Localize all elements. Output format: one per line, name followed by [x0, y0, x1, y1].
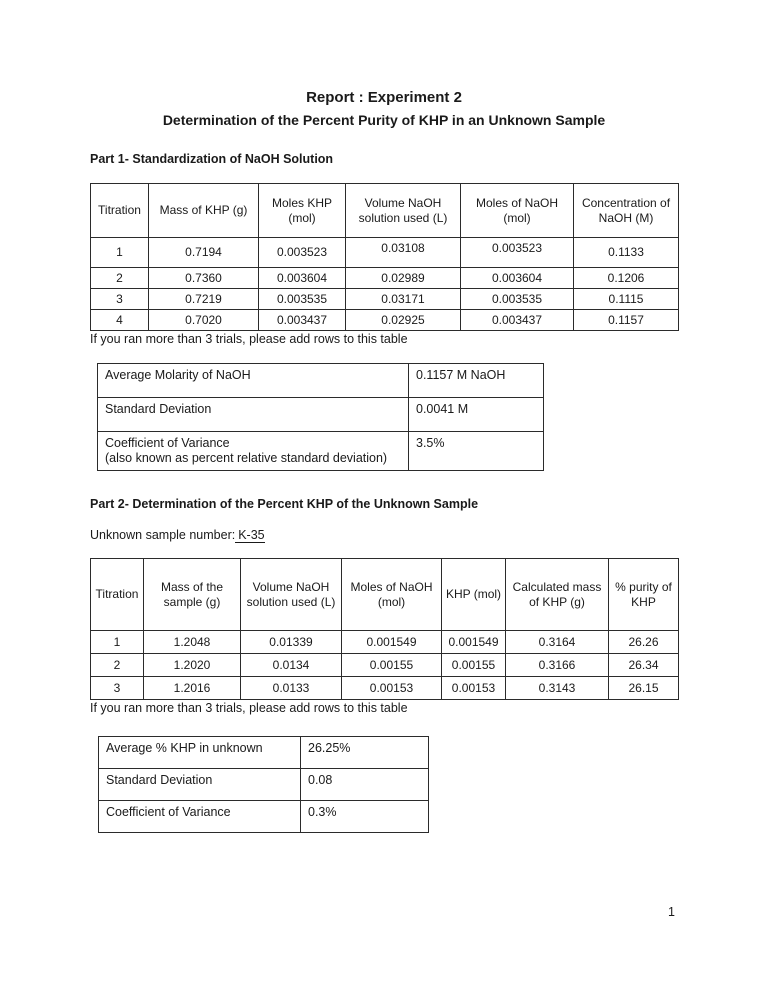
- summary-label: [98, 432, 409, 471]
- table-header-row: [91, 559, 679, 631]
- data-cell: 0.003437: [461, 310, 574, 331]
- summary-value: 26.25%: [301, 737, 429, 769]
- summary-value: 0.0041 M: [409, 398, 544, 432]
- data-cell: 1: [91, 238, 149, 268]
- data-cell: 0.3143: [506, 677, 609, 700]
- data-cell: 0.03108: [346, 238, 461, 268]
- header-cell: Mass of the sample (g): [144, 559, 241, 631]
- table-row: [91, 310, 679, 331]
- part1-standardization-table: [90, 183, 679, 331]
- data-cell: 4: [91, 310, 149, 331]
- table-row: [91, 238, 679, 268]
- data-cell: 0.01339: [241, 631, 342, 654]
- part2-heading: Part 2- Determination of the Percent KHP of the Unknown Sample: [90, 497, 479, 511]
- summary-value: 3.5%: [409, 432, 544, 471]
- table-row: [91, 631, 679, 654]
- header-cell: Titration: [91, 559, 144, 631]
- part1-summary-table: [97, 363, 544, 471]
- data-cell: 0.00155: [442, 654, 506, 677]
- data-cell: 0.003535: [461, 289, 574, 310]
- header-cell: % purity of KHP: [609, 559, 679, 631]
- data-cell: 0.00155: [342, 654, 442, 677]
- header-cell: Titration: [91, 184, 149, 238]
- data-cell: 0.02925: [346, 310, 461, 331]
- data-cell: 0.003604: [259, 268, 346, 289]
- data-cell: 0.7219: [149, 289, 259, 310]
- report-subtitle: Determination of the Percent Purity of KHP in an Unknown Sample: [162, 112, 606, 128]
- data-cell: 3: [91, 289, 149, 310]
- part1-heading: Part 1- Standardization of NaOH Solution: [90, 152, 334, 166]
- page-number: 1: [668, 905, 675, 919]
- header-cell: Volume NaOH solution used (L): [241, 559, 342, 631]
- summary-label: Average % KHP in unknown: [99, 737, 301, 769]
- data-cell: 0.03171: [346, 289, 461, 310]
- header-cell: Volume NaOH solution used (L): [346, 184, 461, 238]
- data-cell: 0.001549: [342, 631, 442, 654]
- data-cell: 26.26: [609, 631, 679, 654]
- data-cell: 0.003437: [259, 310, 346, 331]
- header-cell: Moles of NaOH (mol): [342, 559, 442, 631]
- data-cell: 2: [91, 268, 149, 289]
- data-cell: 2: [91, 654, 144, 677]
- data-cell: 0.00153: [342, 677, 442, 700]
- table-row: [91, 654, 679, 677]
- table-row: [91, 289, 679, 310]
- data-cell: 0.1157: [574, 310, 679, 331]
- data-cell: 0.0134: [241, 654, 342, 677]
- title-block: [0, 90, 768, 128]
- table-row: [99, 769, 429, 801]
- sample-number-value: K-35: [235, 528, 264, 543]
- data-cell: 26.34: [609, 654, 679, 677]
- sample-number-line: [90, 528, 265, 542]
- part2-summary-table: [98, 736, 429, 833]
- table-row: [98, 432, 544, 471]
- table-row: [98, 364, 544, 398]
- data-cell: 0.003523: [259, 238, 346, 268]
- data-cell: 0.7360: [149, 268, 259, 289]
- data-cell: 0.3166: [506, 654, 609, 677]
- header-cell: Moles KHP (mol): [259, 184, 346, 238]
- table-row: [98, 398, 544, 432]
- data-cell: 0.00153: [442, 677, 506, 700]
- data-cell: 0.0133: [241, 677, 342, 700]
- data-cell: 26.15: [609, 677, 679, 700]
- summary-value: 0.3%: [301, 801, 429, 833]
- data-cell: 0.1133: [574, 238, 679, 268]
- data-cell: 0.7020: [149, 310, 259, 331]
- table-header-row: [91, 184, 679, 238]
- data-cell: 1.2016: [144, 677, 241, 700]
- table-row: [91, 677, 679, 700]
- summary-label: Coefficient of Variance: [99, 801, 301, 833]
- table-row: [91, 268, 679, 289]
- part1-note: If you ran more than 3 trials, please add rows to this table: [90, 332, 408, 346]
- data-cell: 0.02989: [346, 268, 461, 289]
- summary-value: 0.08: [301, 769, 429, 801]
- header-cell: Concentration of NaOH (M): [574, 184, 679, 238]
- header-cell: Mass of KHP (g): [149, 184, 259, 238]
- header-cell: Moles of NaOH (mol): [461, 184, 574, 238]
- data-cell: 0.003604: [461, 268, 574, 289]
- report-title: Report : Experiment 2: [306, 89, 462, 106]
- summary-label: Standard Deviation: [99, 769, 301, 801]
- data-cell: 1.2048: [144, 631, 241, 654]
- data-cell: 0.003523: [461, 238, 574, 268]
- summary-value: 0.1157 M NaOH: [409, 364, 544, 398]
- data-cell: 3: [91, 677, 144, 700]
- data-cell: 0.003535: [259, 289, 346, 310]
- table-row: [99, 801, 429, 833]
- part2-titration-table: [90, 558, 679, 700]
- data-cell: 0.1206: [574, 268, 679, 289]
- data-cell: 0.1115: [574, 289, 679, 310]
- table-row: [99, 737, 429, 769]
- part2-note: If you ran more than 3 trials, please add rows to this table: [90, 701, 408, 715]
- summary-label: Average Molarity of NaOH: [98, 364, 409, 398]
- data-cell: 1: [91, 631, 144, 654]
- data-cell: 0.001549: [442, 631, 506, 654]
- summary-label: Standard Deviation: [98, 398, 409, 432]
- data-cell: 0.3164: [506, 631, 609, 654]
- summary-label-line2: (also known as percent relative standard deviation): [105, 451, 388, 465]
- data-cell: 1.2020: [144, 654, 241, 677]
- sample-number-label: Unknown sample number:: [90, 528, 236, 542]
- header-cell: KHP (mol): [442, 559, 506, 631]
- summary-label-line1: Coefficient of Variance: [105, 436, 230, 450]
- data-cell: 0.7194: [149, 238, 259, 268]
- header-cell: Calculated mass of KHP (g): [506, 559, 609, 631]
